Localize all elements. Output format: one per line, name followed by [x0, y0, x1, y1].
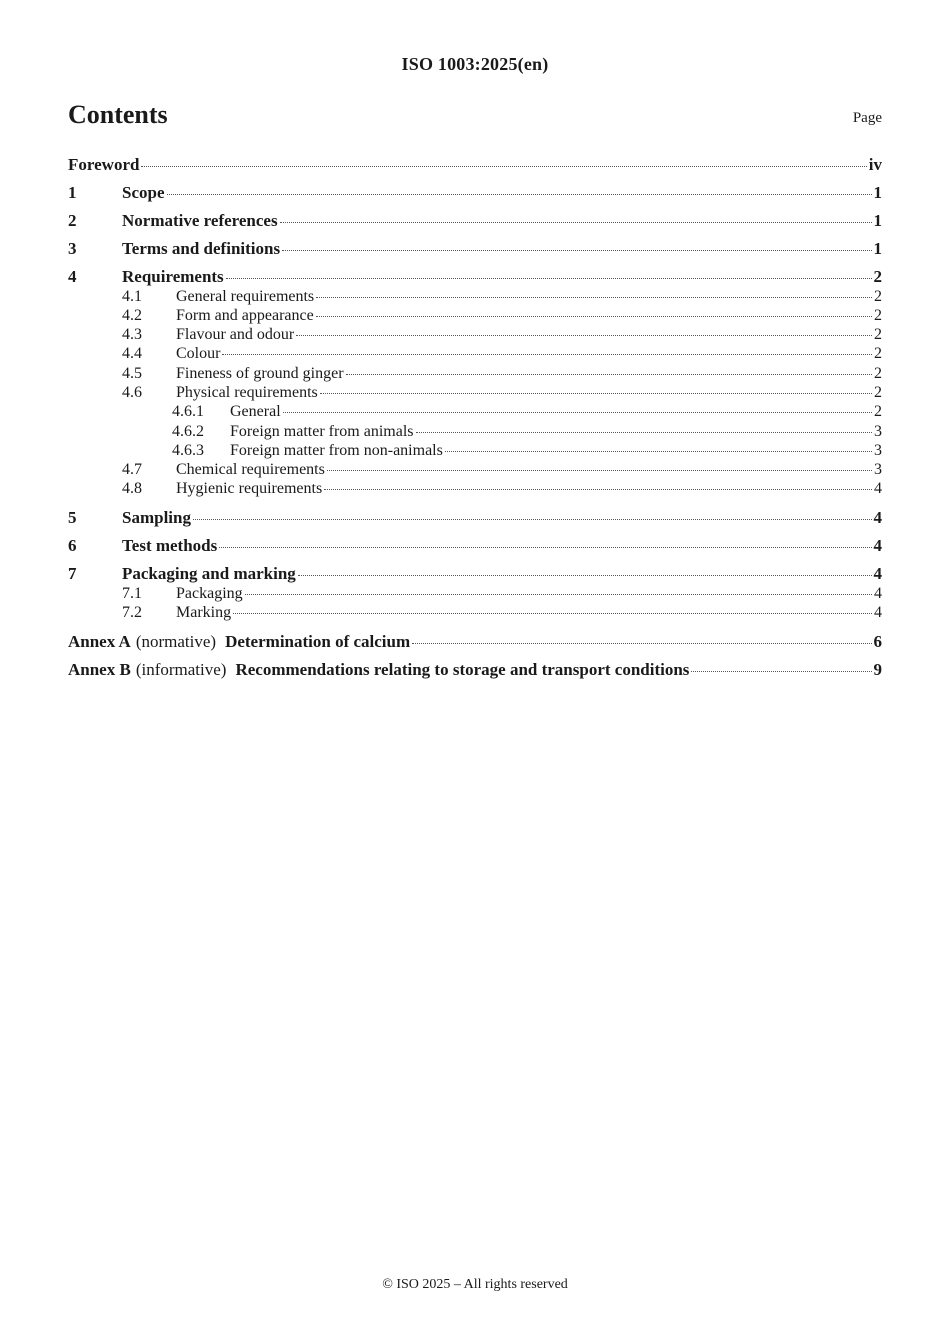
toc-entry-sampling[interactable] [68, 508, 882, 528]
dot-leader [416, 432, 872, 433]
toc-entry-page: 2 [874, 345, 882, 362]
annex-id: Annex B [68, 660, 131, 679]
toc-entry-page: 4 [873, 564, 882, 583]
toc-entry-scope[interactable] [68, 183, 882, 203]
dot-leader [298, 575, 872, 576]
toc-entry-title: Test methods [122, 536, 218, 555]
dot-leader [316, 297, 872, 298]
toc-entry-page: iv [868, 155, 882, 174]
dot-leader [226, 278, 872, 279]
toc-entry-number: 6 [68, 536, 77, 555]
page-column-label: Page [852, 110, 882, 126]
toc-entry-number: 1 [68, 183, 77, 202]
dot-leader [282, 250, 871, 251]
dot-leader [245, 594, 872, 595]
toc-entry-title: Foreign matter from animals [230, 423, 414, 440]
toc-entry-flavour-and-odour[interactable] [68, 326, 882, 344]
toc-entry-title: Flavour and odour [176, 326, 295, 343]
dot-leader [219, 547, 871, 548]
toc-entry-number: 5 [68, 508, 77, 527]
toc-entry-number: 7.1 [122, 585, 142, 602]
dot-leader [296, 335, 872, 336]
toc-entry-page: 2 [874, 288, 882, 305]
toc-entry-foreword[interactable] [68, 155, 882, 175]
toc-entry-marking[interactable] [68, 604, 882, 622]
dot-leader [167, 194, 872, 195]
toc-entry-title: Hygienic requirements [176, 480, 323, 497]
toc-entry-title: Requirements [122, 267, 224, 286]
toc-entry-foreign-matter-animals[interactable] [68, 423, 882, 441]
toc-entry-number: 4.6.1 [172, 403, 204, 420]
toc-entry-form-and-appearance[interactable] [68, 307, 882, 325]
toc-entry-page: 3 [874, 423, 882, 440]
toc-entry-title: Chemical requirements [176, 461, 325, 478]
toc-entry-page: 2 [873, 267, 882, 286]
toc-entry-general[interactable] [68, 403, 882, 421]
toc-entry-title: Scope [122, 183, 165, 202]
toc-entry-terms-and-definitions[interactable] [68, 239, 882, 259]
toc-entry-page: 1 [873, 239, 882, 258]
toc-entry-number: 4.4 [122, 345, 142, 362]
dot-leader [324, 489, 872, 490]
toc-entry-title: Foreword [68, 155, 140, 174]
toc-entry-number: 7.2 [122, 604, 142, 621]
toc-entry-annex-b[interactable] [68, 660, 882, 680]
dot-leader [141, 166, 866, 167]
toc-entry-requirements[interactable] [68, 267, 882, 287]
toc-entry-page: 1 [873, 211, 882, 230]
toc-entry-number: 4.6.2 [172, 423, 204, 440]
toc-entry-title: Packaging and marking [122, 564, 296, 583]
toc-entry-physical-requirements[interactable] [68, 384, 882, 402]
toc-entry-title: Packaging [176, 585, 243, 602]
dot-leader [320, 393, 872, 394]
toc-entry-number: 4 [68, 267, 77, 286]
annex-type: (informative) [135, 660, 227, 679]
document-id-header: ISO 1003:2025(en) [401, 54, 549, 74]
toc-entry-title: Foreign matter from non-animals [230, 442, 443, 459]
toc-entry-number: 4.7 [122, 461, 142, 478]
dot-leader [280, 222, 872, 223]
toc-entry-page: 4 [874, 604, 882, 621]
toc-entry-title: Colour [176, 345, 221, 362]
toc-entry-page: 4 [873, 536, 882, 555]
toc-entry-chemical-requirements[interactable] [68, 461, 882, 479]
toc-entry-number: 4.3 [122, 326, 142, 343]
dot-leader [233, 613, 872, 614]
annex-title: Determination of calcium [225, 632, 411, 651]
annex-id: Annex A [68, 632, 131, 651]
toc-entry-page: 2 [874, 365, 882, 382]
dot-leader [222, 354, 872, 355]
toc-entry-title: Normative references [122, 211, 278, 230]
toc-entry-title: Physical requirements [176, 384, 318, 401]
dot-leader [283, 412, 872, 413]
toc-entry-title: Fineness of ground ginger [176, 365, 344, 382]
toc-entry-test-methods[interactable] [68, 536, 882, 556]
toc-entry-title: Marking [176, 604, 232, 621]
toc-entry-number: 4.5 [122, 365, 142, 382]
dot-leader [346, 374, 872, 375]
toc-entry-page: 4 [873, 508, 882, 527]
dot-leader [445, 451, 872, 452]
toc-entry-page: 3 [874, 442, 882, 459]
contents-heading: Contents [68, 100, 168, 129]
toc-entry-page: 2 [874, 403, 882, 420]
annex-type: (normative) [135, 632, 217, 651]
toc-entry-general-requirements[interactable] [68, 288, 882, 306]
toc-entry-number: 4.8 [122, 480, 142, 497]
toc-entry-title: Terms and definitions [122, 239, 281, 258]
annex-title: Recommendations relating to storage and transport conditions [235, 660, 690, 679]
toc-entry-number: 3 [68, 239, 77, 258]
copyright-footer: © ISO 2025 – All rights reserved [382, 1277, 568, 1292]
toc-entry-number: 7 [68, 564, 77, 583]
toc-entry-page: 6 [873, 632, 882, 651]
toc-entry-page: 2 [874, 326, 882, 343]
toc-entry-number: 2 [68, 211, 77, 230]
toc-entry-number: 4.1 [122, 288, 142, 305]
toc-entry-title: Form and appearance [176, 307, 314, 324]
dot-leader [193, 519, 872, 520]
toc-entry-page: 4 [874, 480, 882, 497]
toc-entry-normative-references[interactable] [68, 211, 882, 231]
toc-entry-title: General [230, 403, 281, 420]
dot-leader [412, 643, 871, 644]
dot-leader [316, 316, 872, 317]
toc-entry-number: 4.6.3 [172, 442, 204, 459]
toc-entry-fineness-of-ground-ginger[interactable] [68, 365, 882, 383]
toc-entry-number: 4.6 [122, 384, 142, 401]
toc-entry-page: 4 [874, 585, 882, 602]
toc-entry-page: 3 [874, 461, 882, 478]
toc-entry-number: 4.2 [122, 307, 142, 324]
toc-entry-title: General requirements [176, 288, 315, 305]
dot-leader [327, 470, 872, 471]
toc-entry-page: 2 [874, 307, 882, 324]
toc-entry-hygienic-requirements[interactable] [68, 480, 882, 498]
toc-entry-foreign-matter-non-animals[interactable] [68, 442, 882, 460]
dot-leader [691, 671, 871, 672]
toc-entry-page: 1 [873, 183, 882, 202]
toc-entry-packaging[interactable] [68, 585, 882, 603]
toc-entry-packaging-and-marking[interactable] [68, 564, 882, 584]
toc-entry-page: 2 [874, 384, 882, 401]
toc-entry-annex-a[interactable] [68, 632, 882, 652]
toc-entry-page: 9 [873, 660, 882, 679]
toc-entry-title: Sampling [122, 508, 191, 527]
toc-entry-colour[interactable] [68, 345, 882, 363]
